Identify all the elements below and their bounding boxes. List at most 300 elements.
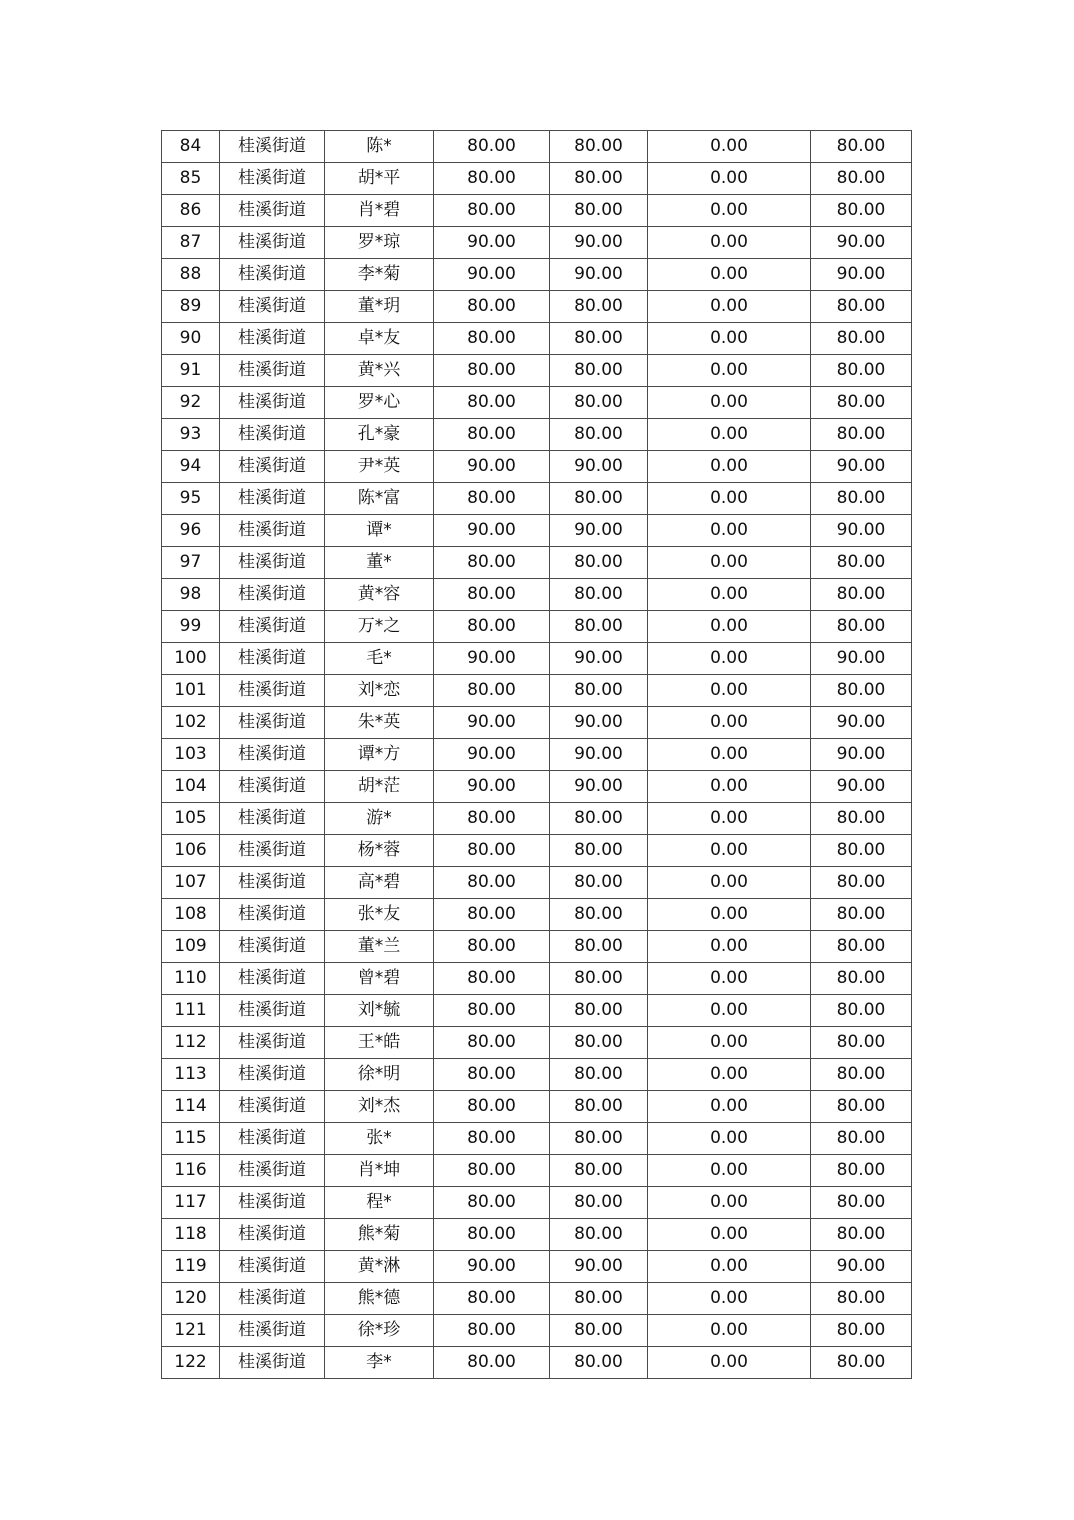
cell-subdistrict: 桂溪街道 xyxy=(220,771,325,803)
cell-amount-3: 0.00 xyxy=(648,1251,811,1283)
table-row xyxy=(162,963,912,995)
cell-amount-4: 80.00 xyxy=(811,675,912,707)
cell-amount-2: 80.00 xyxy=(550,1347,648,1379)
cell-amount-3: 0.00 xyxy=(648,963,811,995)
cell-amount-4: 80.00 xyxy=(811,131,912,163)
cell-name: 曾*碧 xyxy=(325,963,434,995)
cell-subdistrict: 桂溪街道 xyxy=(220,899,325,931)
cell-name: 陈*富 xyxy=(325,483,434,515)
cell-amount-4: 80.00 xyxy=(811,483,912,515)
cell-amount-1: 90.00 xyxy=(434,1251,550,1283)
cell-serial-number: 106 xyxy=(162,835,220,867)
cell-subdistrict: 桂溪街道 xyxy=(220,803,325,835)
cell-amount-1: 90.00 xyxy=(434,739,550,771)
cell-amount-3: 0.00 xyxy=(648,1347,811,1379)
cell-amount-3: 0.00 xyxy=(648,227,811,259)
cell-serial-number: 98 xyxy=(162,579,220,611)
cell-amount-1: 80.00 xyxy=(434,963,550,995)
cell-serial-number: 113 xyxy=(162,1059,220,1091)
cell-amount-4: 80.00 xyxy=(811,1219,912,1251)
cell-name: 胡*茫 xyxy=(325,771,434,803)
cell-amount-2: 80.00 xyxy=(550,1283,648,1315)
cell-serial-number: 116 xyxy=(162,1155,220,1187)
cell-amount-4: 90.00 xyxy=(811,259,912,291)
cell-serial-number: 92 xyxy=(162,387,220,419)
cell-serial-number: 120 xyxy=(162,1283,220,1315)
table-row xyxy=(162,739,912,771)
cell-amount-1: 80.00 xyxy=(434,611,550,643)
cell-subdistrict: 桂溪街道 xyxy=(220,547,325,579)
cell-amount-4: 80.00 xyxy=(811,547,912,579)
cell-subdistrict: 桂溪街道 xyxy=(220,163,325,195)
table-row xyxy=(162,1027,912,1059)
cell-amount-3: 0.00 xyxy=(648,163,811,195)
table-row xyxy=(162,707,912,739)
cell-subdistrict: 桂溪街道 xyxy=(220,1059,325,1091)
cell-serial-number: 118 xyxy=(162,1219,220,1251)
cell-name: 熊*德 xyxy=(325,1283,434,1315)
cell-serial-number: 112 xyxy=(162,1027,220,1059)
cell-amount-1: 80.00 xyxy=(434,195,550,227)
cell-name: 董*玥 xyxy=(325,291,434,323)
cell-amount-1: 80.00 xyxy=(434,1059,550,1091)
table-row xyxy=(162,1347,912,1379)
cell-amount-2: 80.00 xyxy=(550,1091,648,1123)
cell-name: 刘*恋 xyxy=(325,675,434,707)
cell-amount-3: 0.00 xyxy=(648,1283,811,1315)
cell-name: 卓*友 xyxy=(325,323,434,355)
cell-name: 毛* xyxy=(325,643,434,675)
cell-amount-1: 90.00 xyxy=(434,771,550,803)
cell-subdistrict: 桂溪街道 xyxy=(220,1091,325,1123)
cell-serial-number: 94 xyxy=(162,451,220,483)
cell-serial-number: 100 xyxy=(162,643,220,675)
cell-amount-2: 80.00 xyxy=(550,611,648,643)
cell-amount-3: 0.00 xyxy=(648,483,811,515)
table-row xyxy=(162,1315,912,1347)
cell-amount-3: 0.00 xyxy=(648,291,811,323)
table-row xyxy=(162,355,912,387)
cell-amount-4: 80.00 xyxy=(811,963,912,995)
cell-subdistrict: 桂溪街道 xyxy=(220,579,325,611)
cell-amount-1: 80.00 xyxy=(434,1283,550,1315)
cell-serial-number: 109 xyxy=(162,931,220,963)
cell-amount-4: 80.00 xyxy=(811,1091,912,1123)
cell-amount-3: 0.00 xyxy=(648,1187,811,1219)
cell-amount-2: 90.00 xyxy=(550,771,648,803)
table-row xyxy=(162,259,912,291)
cell-amount-3: 0.00 xyxy=(648,1155,811,1187)
cell-amount-2: 80.00 xyxy=(550,1219,648,1251)
cell-subdistrict: 桂溪街道 xyxy=(220,707,325,739)
cell-amount-2: 80.00 xyxy=(550,547,648,579)
cell-name: 董*兰 xyxy=(325,931,434,963)
table-row xyxy=(162,803,912,835)
cell-amount-3: 0.00 xyxy=(648,419,811,451)
cell-amount-4: 80.00 xyxy=(811,835,912,867)
cell-amount-4: 80.00 xyxy=(811,803,912,835)
cell-amount-2: 80.00 xyxy=(550,675,648,707)
cell-amount-1: 80.00 xyxy=(434,1123,550,1155)
table-row xyxy=(162,195,912,227)
cell-amount-4: 90.00 xyxy=(811,707,912,739)
cell-amount-1: 90.00 xyxy=(434,227,550,259)
cell-amount-4: 80.00 xyxy=(811,195,912,227)
cell-name: 万*之 xyxy=(325,611,434,643)
cell-amount-2: 80.00 xyxy=(550,1187,648,1219)
cell-name: 程* xyxy=(325,1187,434,1219)
cell-amount-4: 80.00 xyxy=(811,611,912,643)
cell-subdistrict: 桂溪街道 xyxy=(220,675,325,707)
cell-amount-2: 80.00 xyxy=(550,163,648,195)
cell-amount-1: 80.00 xyxy=(434,995,550,1027)
table-row xyxy=(162,675,912,707)
cell-amount-3: 0.00 xyxy=(648,995,811,1027)
cell-name: 罗*心 xyxy=(325,387,434,419)
table-row xyxy=(162,515,912,547)
cell-subdistrict: 桂溪街道 xyxy=(220,835,325,867)
table-row xyxy=(162,323,912,355)
cell-amount-4: 80.00 xyxy=(811,387,912,419)
cell-subdistrict: 桂溪街道 xyxy=(220,1123,325,1155)
cell-amount-2: 80.00 xyxy=(550,803,648,835)
cell-amount-2: 80.00 xyxy=(550,931,648,963)
cell-amount-2: 80.00 xyxy=(550,355,648,387)
cell-amount-1: 80.00 xyxy=(434,131,550,163)
table-row xyxy=(162,1251,912,1283)
cell-subdistrict: 桂溪街道 xyxy=(220,1219,325,1251)
cell-subdistrict: 桂溪街道 xyxy=(220,1283,325,1315)
cell-amount-4: 80.00 xyxy=(811,1315,912,1347)
cell-name: 游* xyxy=(325,803,434,835)
cell-serial-number: 114 xyxy=(162,1091,220,1123)
cell-amount-3: 0.00 xyxy=(648,835,811,867)
cell-amount-2: 80.00 xyxy=(550,1315,648,1347)
cell-serial-number: 103 xyxy=(162,739,220,771)
cell-amount-1: 80.00 xyxy=(434,931,550,963)
cell-name: 徐*明 xyxy=(325,1059,434,1091)
cell-amount-1: 80.00 xyxy=(434,675,550,707)
cell-amount-4: 80.00 xyxy=(811,1027,912,1059)
cell-name: 尹*英 xyxy=(325,451,434,483)
cell-subdistrict: 桂溪街道 xyxy=(220,611,325,643)
cell-amount-2: 80.00 xyxy=(550,419,648,451)
table-row xyxy=(162,611,912,643)
cell-amount-3: 0.00 xyxy=(648,771,811,803)
cell-amount-3: 0.00 xyxy=(648,387,811,419)
cell-amount-1: 90.00 xyxy=(434,515,550,547)
cell-serial-number: 108 xyxy=(162,899,220,931)
cell-serial-number: 85 xyxy=(162,163,220,195)
cell-subdistrict: 桂溪街道 xyxy=(220,227,325,259)
cell-amount-3: 0.00 xyxy=(648,195,811,227)
cell-amount-1: 80.00 xyxy=(434,323,550,355)
cell-name: 胡*平 xyxy=(325,163,434,195)
cell-serial-number: 91 xyxy=(162,355,220,387)
table-row xyxy=(162,291,912,323)
cell-amount-4: 80.00 xyxy=(811,867,912,899)
cell-amount-3: 0.00 xyxy=(648,1219,811,1251)
cell-amount-1: 80.00 xyxy=(434,835,550,867)
table-row xyxy=(162,131,912,163)
table-row xyxy=(162,1283,912,1315)
cell-name: 谭* xyxy=(325,515,434,547)
cell-serial-number: 97 xyxy=(162,547,220,579)
table-row xyxy=(162,1091,912,1123)
cell-serial-number: 95 xyxy=(162,483,220,515)
cell-name: 徐*珍 xyxy=(325,1315,434,1347)
cell-amount-1: 80.00 xyxy=(434,899,550,931)
cell-amount-3: 0.00 xyxy=(648,515,811,547)
cell-amount-1: 80.00 xyxy=(434,163,550,195)
cell-subdistrict: 桂溪街道 xyxy=(220,1315,325,1347)
cell-amount-3: 0.00 xyxy=(648,547,811,579)
cell-amount-2: 90.00 xyxy=(550,739,648,771)
cell-subdistrict: 桂溪街道 xyxy=(220,963,325,995)
cell-amount-4: 90.00 xyxy=(811,227,912,259)
cell-amount-4: 90.00 xyxy=(811,643,912,675)
cell-amount-3: 0.00 xyxy=(648,1315,811,1347)
cell-amount-2: 80.00 xyxy=(550,867,648,899)
cell-name: 陈* xyxy=(325,131,434,163)
cell-subdistrict: 桂溪街道 xyxy=(220,867,325,899)
cell-amount-1: 80.00 xyxy=(434,1219,550,1251)
cell-serial-number: 119 xyxy=(162,1251,220,1283)
cell-amount-3: 0.00 xyxy=(648,675,811,707)
cell-amount-2: 80.00 xyxy=(550,131,648,163)
cell-amount-2: 80.00 xyxy=(550,387,648,419)
cell-subdistrict: 桂溪街道 xyxy=(220,1027,325,1059)
cell-name: 朱*英 xyxy=(325,707,434,739)
cell-serial-number: 89 xyxy=(162,291,220,323)
cell-name: 张*友 xyxy=(325,899,434,931)
cell-serial-number: 105 xyxy=(162,803,220,835)
cell-amount-1: 90.00 xyxy=(434,707,550,739)
cell-subdistrict: 桂溪街道 xyxy=(220,1187,325,1219)
cell-amount-3: 0.00 xyxy=(648,451,811,483)
cell-serial-number: 111 xyxy=(162,995,220,1027)
cell-amount-3: 0.00 xyxy=(648,1027,811,1059)
cell-serial-number: 121 xyxy=(162,1315,220,1347)
cell-subdistrict: 桂溪街道 xyxy=(220,131,325,163)
cell-serial-number: 122 xyxy=(162,1347,220,1379)
cell-serial-number: 102 xyxy=(162,707,220,739)
cell-amount-2: 90.00 xyxy=(550,515,648,547)
cell-amount-1: 80.00 xyxy=(434,867,550,899)
cell-amount-1: 80.00 xyxy=(434,419,550,451)
cell-amount-2: 80.00 xyxy=(550,195,648,227)
cell-amount-1: 90.00 xyxy=(434,259,550,291)
cell-amount-3: 0.00 xyxy=(648,931,811,963)
data-table xyxy=(161,130,912,1379)
cell-name: 熊*菊 xyxy=(325,1219,434,1251)
cell-subdistrict: 桂溪街道 xyxy=(220,643,325,675)
cell-subdistrict: 桂溪街道 xyxy=(220,355,325,387)
cell-serial-number: 101 xyxy=(162,675,220,707)
cell-name: 孔*豪 xyxy=(325,419,434,451)
cell-serial-number: 117 xyxy=(162,1187,220,1219)
cell-amount-4: 80.00 xyxy=(811,1347,912,1379)
cell-amount-3: 0.00 xyxy=(648,707,811,739)
cell-serial-number: 84 xyxy=(162,131,220,163)
table-row xyxy=(162,419,912,451)
cell-amount-3: 0.00 xyxy=(648,611,811,643)
cell-amount-2: 80.00 xyxy=(550,899,648,931)
cell-amount-4: 80.00 xyxy=(811,1283,912,1315)
cell-amount-2: 90.00 xyxy=(550,227,648,259)
cell-amount-3: 0.00 xyxy=(648,803,811,835)
cell-subdistrict: 桂溪街道 xyxy=(220,483,325,515)
cell-amount-2: 90.00 xyxy=(550,707,648,739)
cell-amount-1: 80.00 xyxy=(434,1027,550,1059)
cell-amount-2: 90.00 xyxy=(550,259,648,291)
cell-amount-4: 80.00 xyxy=(811,1187,912,1219)
cell-name: 高*碧 xyxy=(325,867,434,899)
cell-subdistrict: 桂溪街道 xyxy=(220,195,325,227)
cell-serial-number: 87 xyxy=(162,227,220,259)
table-row xyxy=(162,995,912,1027)
cell-name: 董* xyxy=(325,547,434,579)
cell-name: 王*皓 xyxy=(325,1027,434,1059)
table-row xyxy=(162,835,912,867)
cell-amount-1: 80.00 xyxy=(434,483,550,515)
cell-amount-4: 90.00 xyxy=(811,515,912,547)
cell-amount-2: 80.00 xyxy=(550,1059,648,1091)
table-row xyxy=(162,771,912,803)
cell-amount-4: 80.00 xyxy=(811,899,912,931)
cell-serial-number: 93 xyxy=(162,419,220,451)
cell-amount-3: 0.00 xyxy=(648,1123,811,1155)
cell-amount-3: 0.00 xyxy=(648,323,811,355)
cell-amount-4: 80.00 xyxy=(811,291,912,323)
cell-name: 黄*容 xyxy=(325,579,434,611)
cell-amount-4: 90.00 xyxy=(811,451,912,483)
table-row xyxy=(162,643,912,675)
table-row xyxy=(162,451,912,483)
cell-amount-4: 80.00 xyxy=(811,995,912,1027)
cell-amount-1: 80.00 xyxy=(434,387,550,419)
cell-amount-2: 90.00 xyxy=(550,643,648,675)
table-row xyxy=(162,867,912,899)
cell-amount-4: 80.00 xyxy=(811,579,912,611)
cell-amount-1: 80.00 xyxy=(434,803,550,835)
cell-serial-number: 96 xyxy=(162,515,220,547)
cell-name: 罗*琼 xyxy=(325,227,434,259)
cell-amount-3: 0.00 xyxy=(648,1091,811,1123)
cell-amount-1: 80.00 xyxy=(434,355,550,387)
cell-amount-2: 80.00 xyxy=(550,835,648,867)
cell-amount-4: 80.00 xyxy=(811,1059,912,1091)
cell-name: 李* xyxy=(325,1347,434,1379)
table-row xyxy=(162,1123,912,1155)
table-row xyxy=(162,387,912,419)
cell-amount-1: 80.00 xyxy=(434,1347,550,1379)
cell-subdistrict: 桂溪街道 xyxy=(220,451,325,483)
cell-amount-2: 80.00 xyxy=(550,1027,648,1059)
table-row xyxy=(162,1219,912,1251)
cell-subdistrict: 桂溪街道 xyxy=(220,931,325,963)
cell-serial-number: 115 xyxy=(162,1123,220,1155)
cell-amount-2: 90.00 xyxy=(550,451,648,483)
cell-name: 肖*碧 xyxy=(325,195,434,227)
cell-serial-number: 107 xyxy=(162,867,220,899)
cell-amount-4: 80.00 xyxy=(811,355,912,387)
table-row xyxy=(162,899,912,931)
table-row xyxy=(162,1155,912,1187)
cell-serial-number: 110 xyxy=(162,963,220,995)
cell-amount-4: 90.00 xyxy=(811,739,912,771)
cell-amount-1: 80.00 xyxy=(434,1187,550,1219)
table-row xyxy=(162,483,912,515)
cell-subdistrict: 桂溪街道 xyxy=(220,1251,325,1283)
cell-subdistrict: 桂溪街道 xyxy=(220,739,325,771)
cell-amount-3: 0.00 xyxy=(648,867,811,899)
table-row xyxy=(162,227,912,259)
cell-subdistrict: 桂溪街道 xyxy=(220,387,325,419)
cell-amount-1: 80.00 xyxy=(434,579,550,611)
cell-name: 谭*方 xyxy=(325,739,434,771)
cell-amount-1: 80.00 xyxy=(434,547,550,579)
table-row xyxy=(162,931,912,963)
cell-amount-2: 90.00 xyxy=(550,1251,648,1283)
cell-amount-2: 80.00 xyxy=(550,291,648,323)
cell-subdistrict: 桂溪街道 xyxy=(220,995,325,1027)
cell-amount-3: 0.00 xyxy=(648,643,811,675)
cell-amount-3: 0.00 xyxy=(648,899,811,931)
cell-amount-1: 80.00 xyxy=(434,1155,550,1187)
cell-amount-1: 80.00 xyxy=(434,291,550,323)
cell-subdistrict: 桂溪街道 xyxy=(220,323,325,355)
table-row xyxy=(162,163,912,195)
cell-subdistrict: 桂溪街道 xyxy=(220,515,325,547)
cell-name: 张* xyxy=(325,1123,434,1155)
table-body xyxy=(162,131,912,1379)
cell-serial-number: 86 xyxy=(162,195,220,227)
cell-amount-4: 80.00 xyxy=(811,1123,912,1155)
cell-name: 黄*淋 xyxy=(325,1251,434,1283)
cell-name: 李*菊 xyxy=(325,259,434,291)
cell-name: 杨*蓉 xyxy=(325,835,434,867)
cell-amount-3: 0.00 xyxy=(648,259,811,291)
cell-amount-3: 0.00 xyxy=(648,579,811,611)
cell-amount-3: 0.00 xyxy=(648,131,811,163)
cell-amount-4: 80.00 xyxy=(811,323,912,355)
cell-serial-number: 88 xyxy=(162,259,220,291)
cell-serial-number: 104 xyxy=(162,771,220,803)
cell-amount-4: 90.00 xyxy=(811,771,912,803)
cell-amount-1: 90.00 xyxy=(434,643,550,675)
cell-amount-1: 80.00 xyxy=(434,1315,550,1347)
cell-amount-2: 80.00 xyxy=(550,1123,648,1155)
cell-amount-1: 90.00 xyxy=(434,451,550,483)
cell-amount-2: 80.00 xyxy=(550,1155,648,1187)
cell-serial-number: 99 xyxy=(162,611,220,643)
cell-amount-2: 80.00 xyxy=(550,579,648,611)
table-row xyxy=(162,1059,912,1091)
cell-subdistrict: 桂溪街道 xyxy=(220,291,325,323)
table-row xyxy=(162,579,912,611)
cell-amount-2: 80.00 xyxy=(550,323,648,355)
cell-subdistrict: 桂溪街道 xyxy=(220,259,325,291)
cell-amount-3: 0.00 xyxy=(648,739,811,771)
cell-amount-4: 80.00 xyxy=(811,931,912,963)
cell-subdistrict: 桂溪街道 xyxy=(220,1347,325,1379)
cell-amount-4: 80.00 xyxy=(811,419,912,451)
cell-amount-4: 80.00 xyxy=(811,1155,912,1187)
cell-amount-1: 80.00 xyxy=(434,1091,550,1123)
cell-name: 肖*坤 xyxy=(325,1155,434,1187)
cell-amount-3: 0.00 xyxy=(648,1059,811,1091)
